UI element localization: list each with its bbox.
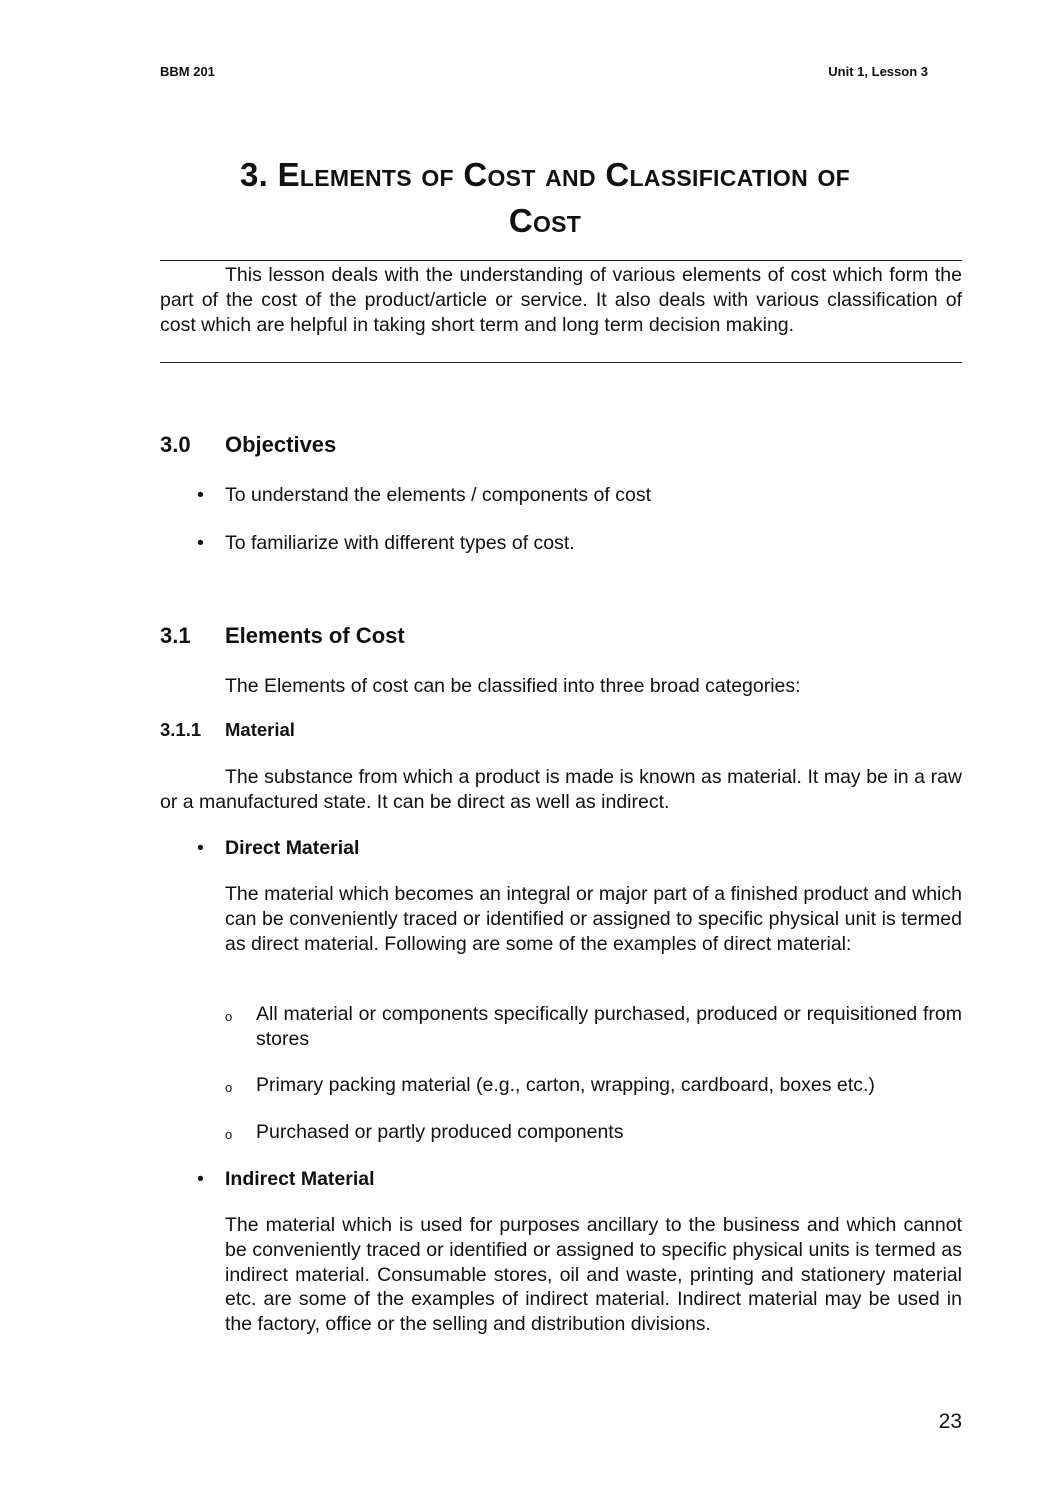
indirect-material-text: The material which is used for purposes ancillary to the business and which cannot be conveniently traced or identified or assigned to specific physical units is termed as indirect material. Consumable stores, oil and waste, printing and stationery material etc. are some of the examples of indirect material. Indirect material may be used in the factory, office or the selling and distribution divisions. bbox=[225, 1214, 962, 1336]
circle-bullet-icon: o bbox=[225, 1009, 233, 1024]
intro-paragraph: This lesson deals with the understanding of various elements of cost which form the part of the cost of the product/article or service. It also deals with various classification of cost which are helpful in taking short term and long term decision making. bbox=[160, 264, 962, 336]
example-text: Primary packing material (e.g., carton, wrapping, cardboard, boxes etc.) bbox=[256, 1074, 875, 1096]
subsection-number: 3.1.1 bbox=[160, 719, 202, 740]
example-text: All material or components specifically purchased, produced or requisitioned from stores bbox=[256, 1003, 962, 1050]
example-text: Purchased or partly produced components bbox=[256, 1121, 624, 1143]
elements-heading bbox=[160, 623, 405, 649]
header-unit-lesson: Unit 1, Lesson 3 bbox=[828, 64, 928, 79]
indirect-material-heading bbox=[197, 1168, 375, 1191]
bullet-icon: • bbox=[197, 532, 204, 554]
page-number: 23 bbox=[938, 1410, 962, 1433]
section-number: 3.1 bbox=[160, 623, 191, 648]
bullet-icon: • bbox=[197, 484, 204, 506]
bullet-icon: • bbox=[197, 1168, 204, 1190]
circle-bullet-icon: o bbox=[225, 1127, 233, 1142]
indirect-material-title: Indirect Material bbox=[225, 1168, 375, 1190]
lesson-title-line1: 3. Elements of Cost and Classification of bbox=[239, 156, 850, 193]
direct-material-title: Direct Material bbox=[225, 837, 360, 859]
bullet-icon: • bbox=[197, 837, 204, 859]
direct-material-example bbox=[225, 1002, 962, 1052]
section-title: Objectives bbox=[225, 432, 337, 457]
section-number: 3.0 bbox=[160, 432, 191, 457]
lesson-title-line2: Cost bbox=[508, 202, 582, 239]
lesson-title bbox=[160, 152, 930, 244]
objective-item bbox=[197, 532, 575, 555]
circle-bullet-icon: o bbox=[225, 1080, 233, 1095]
direct-material-heading bbox=[197, 837, 359, 860]
elements-text: The Elements of cost can be classified into three broad categories: bbox=[225, 675, 801, 697]
objective-text: To familiarize with different types of cost. bbox=[225, 532, 575, 554]
header-course-code: BBM 201 bbox=[160, 64, 215, 79]
material-text: The substance from which a product is made is known as material. It may be in a raw or a manufactured state. It can be direct as well as indirect. bbox=[160, 766, 962, 813]
intro-top-rule bbox=[160, 260, 962, 261]
direct-material-example bbox=[225, 1120, 962, 1145]
objective-item bbox=[197, 484, 651, 507]
intro-bottom-rule bbox=[160, 362, 962, 363]
section-title: Elements of Cost bbox=[225, 623, 405, 648]
direct-material-text: The material which becomes an integral or major part of a finished product and which can be conveniently traced or identified or assigned to specific physical unit is termed as direct material. Following are some of the examples of direct material: bbox=[225, 883, 962, 955]
subsection-title: Material bbox=[225, 719, 295, 740]
material-heading bbox=[160, 719, 295, 741]
objectives-heading bbox=[160, 432, 336, 458]
objective-text: To understand the elements / components of cost bbox=[225, 484, 652, 506]
direct-material-example bbox=[225, 1073, 962, 1098]
